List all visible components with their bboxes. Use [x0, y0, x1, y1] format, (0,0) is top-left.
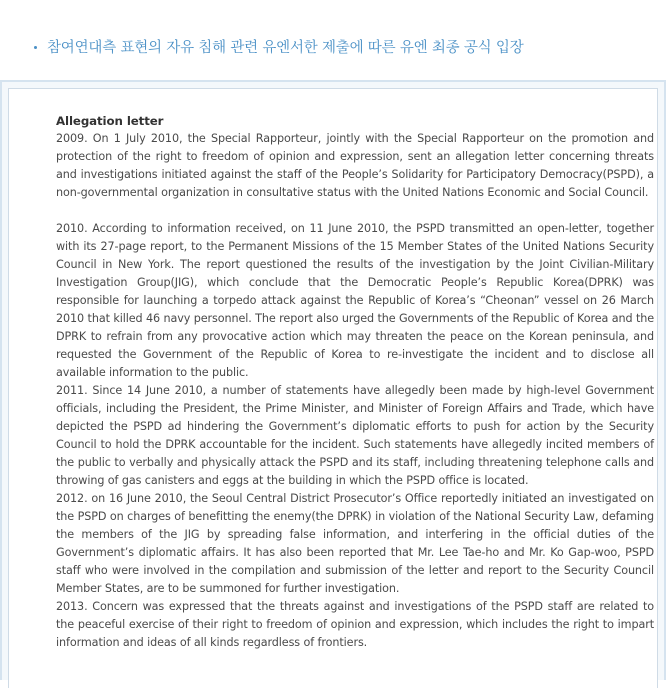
paragraph-2013: 2013. Concern was expressed that the threats against and investigations of the PSPD staff are related to the peaceful exercise of their right to freedom of opinion and expression, which includes the right to impart information and ideas of all kinds regardless of frontiers. [56, 600, 654, 649]
page-title: 참여연대측 표현의 자유 침해 관련 유엔서한 제출에 따른 유엔 최종 공식 입장 [47, 39, 524, 56]
paragraph-2011: 2011. Since 14 June 2010, a number of statements have allegedly been made by high-level Government officials, including the President, the Prime Minister, and Minister of Foreign Affairs and Trade, which have depicted the PSPD ad hindering the Government’s diplomatic efforts to push for action by the Security Council to hold the DPRK accountable for the incident. Such statements have allegedly incited members of the public to verbally and physically attack the PSPD and its staff, including threatening telephone calls and throwing of gas canisters and eggs at the building in which the PSPD office is located. [56, 384, 654, 487]
paragraph-gap [56, 202, 654, 220]
letter-title: Allegation letter [56, 114, 164, 128]
content-frame [0, 80, 666, 680]
paragraph-2012: 2012. on 16 June 2010, the Seoul Central District Prosecutor’s Office reportedly initiated an investigated on the PSPD on charges of benefitting the enemy(the DPRK) in violation of the National Security Law, defaming the members of the JIG by spreading false information, and interfering in the official duties of the Government’s diplomatic affairs. It has also been reported that Mr. Lee Tae-ho and Mr. Ko Gap-woo, PSPD staff who were involved in the compilation and submission of the letter and report to the Security Council Member States, are to be summoned for further investigation. [56, 492, 654, 595]
paragraph-2009: 2009. On 1 July 2010, the Special Rapporteur, jointly with the Special Rapporteur on the promotion and protection of the right to freedom of opinion and expression, sent an allegation letter concerning threats and investigations initiated against the staff of the People’s Solidarity for Participatory Democracy(PSPD), a non-governmental organization in consultative status with the United Nations Economic and Social Council. [56, 132, 654, 199]
content-panel [8, 88, 658, 688]
paragraph-2010: 2010. According to information received, on 11 June 2010, the PSPD transmitted an open-letter, together with its 27-page report, to the Permanent Missions of the 15 Member States of the United Nations Security Council in New York. The report questioned the results of the investigation by the Joint Civilian-Military Investigation Group(JIG), which conclude that the Democratic People’s Republic Korea(DPRK) was responsible for launching a torpedo attack against the Republic of Korea’s “Cheonan” vessel on 26 March 2010 that killed 46 navy personnel. The report also urged the Governments of the Republic of Korea and the DPRK to refrain from any provocative action which may threaten the peace on the Korean peninsula, and requested the Government of the Republic of Korea to re-investigate the incident and to disclose all available information to the public. [56, 222, 654, 379]
bullet-icon [34, 46, 37, 49]
page-heading [30, 34, 660, 58]
allegation-letter [56, 112, 654, 652]
